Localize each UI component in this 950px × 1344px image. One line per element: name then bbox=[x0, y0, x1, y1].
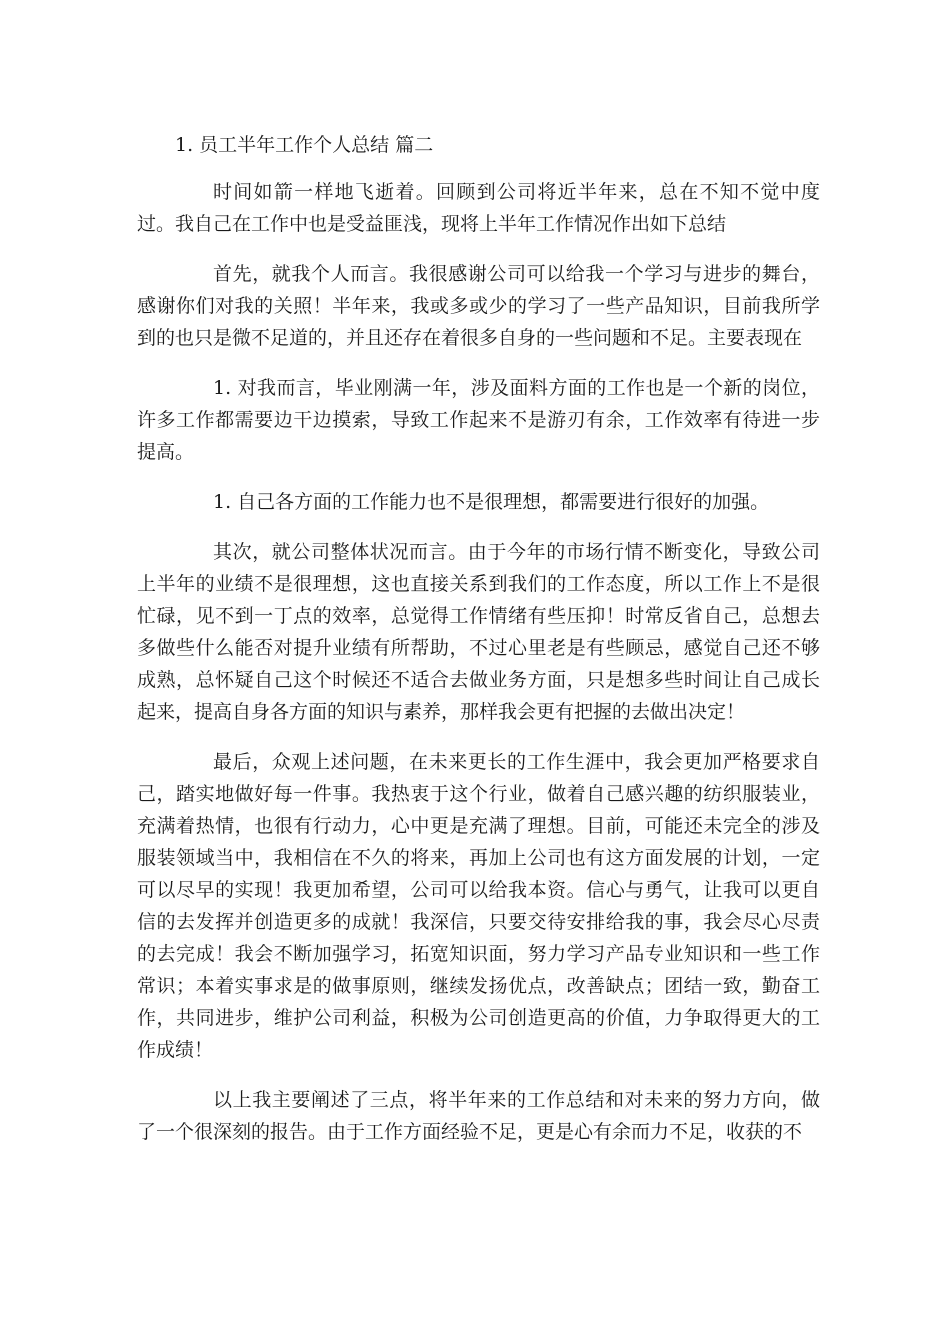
paragraph-summary: 以上我主要阐述了三点，将半年来的工作总结和对未来的努力方向，做了一个很深刻的报告。由于工作方面经验不足，更是心有余而力不足，收获的不 bbox=[137, 1089, 820, 1143]
document-page bbox=[137, 130, 820, 1166]
paragraph-first: 首先，就我个人而言。我很感谢公司可以给我一个学习与进步的舞台，感谢你们对我的关照！半年来，我或多或少的学习了一些产品知识，目前我所学到的也只是微不足道的，并且还存在着很多自身的一些问题和不足。主要表现在 bbox=[137, 263, 820, 349]
paragraph-second: 其次，就公司整体状况而言。由于今年的市场行情不断变化，导致公司上半年的业绩不是很理想，这也直接关系到我们的工作态度，所以工作上不是很忙碌，见不到一丁点的效率，总觉得工作情绪有些压抑！时常反省自己，总想去多做些什么能否对提升业绩有所帮助，不过心里老是有些顾忌，感觉自己还不够成熟，总怀疑自己这个时候还不适合去做业务方面，只是想多些时间让自己成长起来，提高自身各方面的知识与素养，那样我会更有把握的去做出决定！ bbox=[137, 541, 820, 723]
document-heading: 1. 员工半年工作个人总结 篇二 bbox=[175, 134, 434, 156]
paragraph-point-1: 1. 对我而言，毕业刚满一年，涉及面料方面的工作也是一个新的岗位，许多工作都需要边干边摸索，导致工作起来不是游刃有余，工作效率有待进一步提高。 bbox=[137, 377, 820, 463]
paragraph-point-2: 1. 自己各方面的工作能力也不是很理想，都需要进行很好的加强。 bbox=[213, 491, 770, 513]
paragraph-final: 最后，众观上述问题，在未来更长的工作生涯中，我会更加严格要求自己，踏实地做好每一件事。我热衷于这个行业，做着自己感兴趣的纺织服装业，充满着热情，也很有行动力，心中更是充满了理想。目前，可能还未完全的涉及服装领域当中，我相信在不久的将来，再加上公司也有这方面发展的计划，一定可以尽早的实现！我更加希望，公司可以给我本资。信心与勇气，让我可以更自信的去发挥并创造更多的成就！我深信，只要交待安排给我的事，我会尽心尽责的去完成！我会不断加强学习，拓宽知识面，努力学习产品专业知识和一些工作常识；本着实事求是的做事原则，继续发扬优点，改善缺点；团结一致，勤奋工作，共同进步，维护公司利益，积极为公司创造更高的价值，力争取得更大的工作成绩！ bbox=[137, 751, 820, 1061]
paragraph-intro: 时间如箭一样地飞逝着。回顾到公司将近半年来，总在不知不觉中度过。我自己在工作中也是受益匪浅，现将上半年工作情况作出如下总结 bbox=[137, 181, 820, 235]
